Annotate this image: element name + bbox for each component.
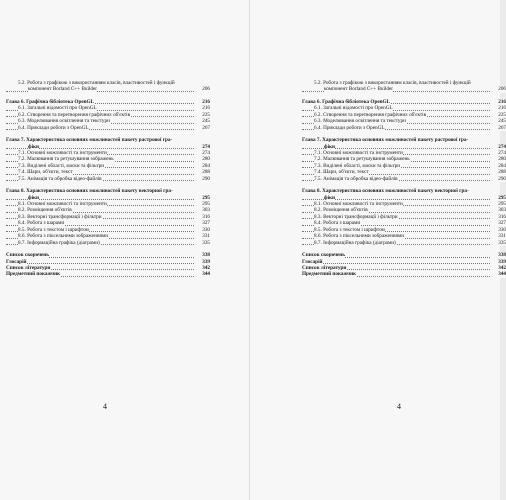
toc-entry-page: 274 <box>195 150 210 156</box>
toc-entry-title: Список літератури <box>6 264 51 271</box>
toc-leader-dots <box>6 263 196 264</box>
toc-entry-page: 245 <box>195 118 210 124</box>
toc-entry-title: Глава 7. Характеристика основних можливостей пакету растрової гра- <box>6 137 173 144</box>
toc-entry-page: 216 <box>195 105 210 111</box>
toc-entry-page: 225 <box>195 112 210 118</box>
toc-entry <box>6 240 210 246</box>
toc-entry-page: 216 <box>491 99 506 105</box>
toc-entry-title: 8.5. Робота з текстом і шрифтом <box>18 226 89 233</box>
toc-entry-page: 216 <box>491 105 506 111</box>
toc-entry-page: 288 <box>491 169 506 175</box>
toc-entry-page: 274 <box>491 144 506 150</box>
toc-entry-title: компонент Borland C++ Builder <box>28 86 97 93</box>
toc-chapter <box>302 271 506 277</box>
toc-chapter <box>6 271 210 277</box>
toc-entry-page: 225 <box>491 112 506 118</box>
toc-entry-page: 330 <box>491 227 506 233</box>
toc-entry-title: 6.1. Загальні відомості про OpenGL <box>18 105 97 112</box>
toc-entry-page: 327 <box>195 220 210 226</box>
toc-entry-title: 6.3. Моделювання освітлення та текстури <box>18 118 110 125</box>
toc-entry-page: 284 <box>195 163 210 169</box>
toc-entry-title: 6.2. Створення та перетворення графічних об'єктів <box>314 111 427 118</box>
toc-entry-page: 284 <box>491 163 506 169</box>
toc-entry-title: Список скорочень <box>302 252 346 259</box>
toc-entry-page: 330 <box>195 227 210 233</box>
toc-entry-title: 6.3. Моделювання освітлення та текстури <box>314 118 406 125</box>
toc-entry <box>302 240 506 246</box>
toc-entry-title: 8.2. Розміщення об'єктів <box>314 207 368 214</box>
toc-entry-title: 7.2. Малювання та ретушування зображень <box>314 156 410 163</box>
toc-entry-title: 7.1. Основні можливості та інструменти <box>314 150 403 157</box>
toc-entry-title: 8.4. Робота з шарами <box>18 220 65 227</box>
toc-entry-page: 280 <box>491 156 506 162</box>
left-page <box>0 0 250 500</box>
toc-entry-page: 316 <box>491 214 506 220</box>
toc-entry-page: 344 <box>491 271 506 277</box>
toc-entry-title: 8.5. Робота з текстом і шрифтом <box>314 226 385 233</box>
toc-entry-title: 8.7. Інформаційна графіка (діаграми) <box>314 239 396 246</box>
toc-entry-page: 274 <box>195 144 210 150</box>
toc-entry-title: Глосарій <box>302 258 323 265</box>
page-number: 4 <box>103 402 107 411</box>
toc-entry-page: 331 <box>195 233 210 239</box>
toc-entry-page: 344 <box>195 271 210 277</box>
toc-entry <box>302 86 506 92</box>
toc-entry-page: 295 <box>195 201 210 207</box>
toc-entry <box>302 176 506 182</box>
toc-entry-page: 338 <box>491 252 506 258</box>
toc-entry-page: 288 <box>195 169 210 175</box>
toc-entry-page: 335 <box>195 240 210 246</box>
toc-entry-title: фіки <box>324 143 336 150</box>
toc-entry <box>6 176 210 182</box>
toc-entry-page: 267 <box>195 125 210 131</box>
toc-entry-title: фіки <box>28 143 40 150</box>
toc-entry-page: 303 <box>195 207 210 213</box>
toc-entry-title: Глава 6. Графічна бібліотека OpenGL <box>302 99 391 105</box>
toc-entry-title: 5.2. Робота з графікою з використанням класів, властивостей і функцій <box>18 80 175 86</box>
table-of-contents <box>6 80 210 278</box>
toc-entry-page: 295 <box>195 195 210 201</box>
toc-entry <box>6 125 210 131</box>
toc-entry-title: компонент Borland C++ Builder <box>324 86 393 93</box>
toc-entry-title: 8.7. Інформаційна графіка (діаграми) <box>18 239 100 246</box>
toc-entry-title: 8.2. Розміщення об'єктів <box>18 207 72 214</box>
toc-entry-title: 7.5. Анімація та обробка відео-файлів <box>18 175 102 182</box>
toc-entry-title: 6.4. Приклади роботи з OpenGL <box>314 124 385 131</box>
toc-entry-title: Глава 8. Характеристика основних можливостей пакету векторної гра- <box>302 188 469 195</box>
toc-entry-page: 216 <box>195 99 210 105</box>
toc-entry-title: 7.5. Анімація та обробка відео-файлів <box>314 175 398 182</box>
toc-entry-title: Список літератури <box>302 264 347 271</box>
toc-entry-page: 316 <box>195 214 210 220</box>
toc-entry-page: 290 <box>195 176 210 182</box>
toc-entry-title: 8.6. Робота з піксельними зображеннями <box>314 233 404 240</box>
toc-entry-page: 274 <box>491 150 506 156</box>
toc-entry-title: Глосарій <box>6 258 27 265</box>
toc-entry-title: фіки <box>324 194 336 201</box>
toc-entry-title: 7.4. Шари, об'єкти, текст <box>18 169 73 176</box>
toc-entry-page: 339 <box>491 259 506 265</box>
toc-entry-page: 303 <box>491 207 506 213</box>
toc-entry-title: фіки <box>28 194 40 201</box>
toc-entry-page: 206 <box>491 86 506 92</box>
toc-entry-title: 8.3. Векторні трансформації і фільтри <box>18 213 102 220</box>
toc-entry-page: 267 <box>491 125 506 131</box>
toc-entry-title: Предметний покажчик <box>6 271 61 278</box>
toc-entry-title: 6.1. Загальні відомості про OpenGL <box>314 105 393 112</box>
toc-entry-page: 335 <box>491 240 506 246</box>
right-page <box>250 0 506 500</box>
toc-entry-page: 295 <box>491 201 506 207</box>
toc-entry-title: 5.2. Робота з графікою з використанням класів, властивостей і функцій <box>314 80 471 86</box>
page-number: 4 <box>397 402 401 411</box>
toc-entry-title: 7.3. Виділені області, маски та фільтри <box>314 162 401 169</box>
toc-entry-page: 245 <box>491 118 506 124</box>
table-of-contents <box>302 80 506 278</box>
toc-entry-page: 342 <box>195 265 210 271</box>
toc-entry-title: 8.3. Векторні трансформації і фільтри <box>314 213 398 220</box>
toc-entry-title: Предметний покажчик <box>302 271 357 278</box>
toc-entry <box>302 125 506 131</box>
toc-entry-title: Глава 7. Характеристика основних можливостей пакету растрової гра- <box>302 137 469 144</box>
toc-entry-page: 342 <box>491 265 506 271</box>
toc-entry-title: 6.4. Приклади роботи з OpenGL <box>18 124 89 131</box>
toc-entry-title: 7.4. Шари, об'єкти, текст <box>314 169 369 176</box>
toc-entry-title: 8.1. Основні можливості та інструменти <box>18 201 107 208</box>
toc-entry-title: 8.1. Основні можливості та інструменти <box>314 201 403 208</box>
toc-entry <box>6 86 210 92</box>
toc-entry-page: 295 <box>491 195 506 201</box>
toc-entry-page: 327 <box>491 220 506 226</box>
toc-entry-page: 339 <box>195 259 210 265</box>
toc-entry-page: 290 <box>491 176 506 182</box>
toc-entry-page: 338 <box>195 252 210 258</box>
toc-entry-title: Глава 6. Графічна бібліотека OpenGL <box>6 99 95 105</box>
toc-entry-title: Список скорочень <box>6 252 50 259</box>
toc-entry-title: 8.4. Робота з шарами <box>314 220 361 227</box>
toc-entry-title: 8.6. Робота з піксельними зображеннями <box>18 233 108 240</box>
toc-entry-title: 6.2. Створення та перетворення графічних об'єктів <box>18 111 131 118</box>
toc-entry-page: 206 <box>195 86 210 92</box>
toc-entry-title: Глава 8. Характеристика основних можливостей пакету векторної гра- <box>6 188 173 195</box>
toc-entry-page: 331 <box>491 233 506 239</box>
toc-entry-title: 7.2. Малювання та ретушування зображень <box>18 156 114 163</box>
toc-entry-page: 280 <box>195 156 210 162</box>
toc-leader-dots <box>302 263 492 264</box>
toc-entry-title: 7.3. Виділені області, маски та фільтри <box>18 162 105 169</box>
toc-entry-title: 7.1. Основні можливості та інструменти <box>18 150 107 157</box>
